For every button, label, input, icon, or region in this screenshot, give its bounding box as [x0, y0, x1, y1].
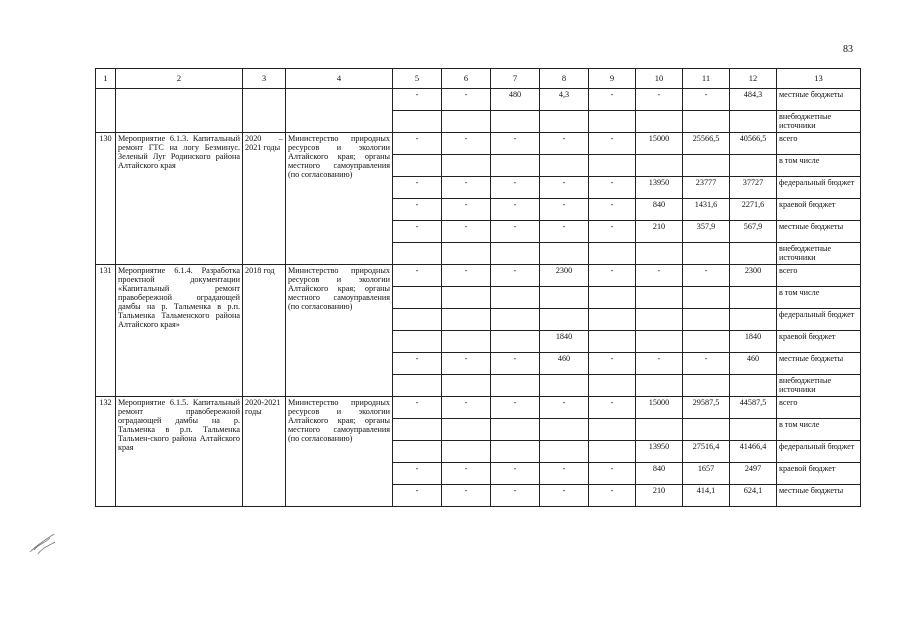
header-cell: 4 [286, 69, 393, 89]
value-cell: - [540, 177, 589, 199]
value-cell: - [589, 397, 636, 419]
value-cell [683, 155, 730, 177]
value-cell: 2497 [730, 463, 777, 485]
value-cell [540, 155, 589, 177]
value-cell: 460 [540, 353, 589, 375]
value-cell: - [393, 397, 442, 419]
header-cell: 11 [683, 69, 730, 89]
value-cell [683, 287, 730, 309]
value-cell [491, 441, 540, 463]
header-cell: 5 [393, 69, 442, 89]
value-cell: - [491, 485, 540, 507]
value-cell: 2271,6 [730, 199, 777, 221]
value-cell: - [589, 133, 636, 155]
header-cell: 6 [442, 69, 491, 89]
value-cell: 1840 [730, 331, 777, 353]
value-cell: 25566,5 [683, 133, 730, 155]
period: 2018 год [243, 265, 286, 397]
value-cell: - [442, 89, 491, 111]
value-cell [589, 419, 636, 441]
value-cell [589, 331, 636, 353]
value-cell: 1840 [540, 331, 589, 353]
value-cell: - [442, 397, 491, 419]
funding-source: краевой бюджет [777, 463, 861, 485]
period [243, 89, 286, 133]
value-cell [730, 155, 777, 177]
value-cell: - [393, 353, 442, 375]
value-cell [589, 155, 636, 177]
value-cell [540, 375, 589, 397]
value-cell: - [589, 485, 636, 507]
value-cell: - [393, 177, 442, 199]
value-cell: - [491, 353, 540, 375]
value-cell [589, 375, 636, 397]
funding-source: в том числе [777, 419, 861, 441]
header-cell: 7 [491, 69, 540, 89]
value-cell: - [393, 133, 442, 155]
value-cell [393, 287, 442, 309]
header-cell: 2 [116, 69, 243, 89]
value-cell [442, 111, 491, 133]
row-number: 131 [96, 265, 116, 397]
value-cell: 460 [730, 353, 777, 375]
funding-source: всего [777, 133, 861, 155]
value-cell [442, 155, 491, 177]
value-cell: - [636, 265, 683, 287]
value-cell: - [491, 199, 540, 221]
value-cell: - [442, 133, 491, 155]
value-cell: - [540, 133, 589, 155]
measure-name: Мероприятие 6.1.3. Капитальный ремонт ГТС на логу Безминус. Зеленый Луг Родинского района Алтайского края [116, 133, 243, 265]
value-cell [636, 309, 683, 331]
value-cell: - [636, 353, 683, 375]
table-row [96, 89, 861, 111]
value-cell: 40566,5 [730, 133, 777, 155]
value-cell: 29587,5 [683, 397, 730, 419]
executor: Министерство природных ресурсов и экологии Алтайского края; органы местного самоуправления (по согласованию) [286, 133, 393, 265]
value-cell: 44587,5 [730, 397, 777, 419]
value-cell: - [393, 221, 442, 243]
funding-source: внебюджетные источники [777, 375, 861, 397]
value-cell: - [589, 199, 636, 221]
value-cell [442, 287, 491, 309]
value-cell: 357,9 [683, 221, 730, 243]
funding-source: местные бюджеты [777, 89, 861, 111]
value-cell [636, 419, 683, 441]
value-cell [491, 243, 540, 265]
header-cell: 3 [243, 69, 286, 89]
row-number [96, 89, 116, 133]
funding-source: внебюджетные источники [777, 111, 861, 133]
funding-source: федеральный бюджет [777, 441, 861, 463]
value-cell: 414,1 [683, 485, 730, 507]
value-cell: - [442, 221, 491, 243]
executor: Министерство природных ресурсов и экологии Алтайского края; органы местного самоуправления (по согласованию) [286, 265, 393, 397]
period: 2020-2021 годы [243, 397, 286, 507]
value-cell [730, 419, 777, 441]
value-cell [491, 375, 540, 397]
value-cell: 4,3 [540, 89, 589, 111]
value-cell [540, 243, 589, 265]
value-cell [491, 155, 540, 177]
funding-source: всего [777, 397, 861, 419]
value-cell: 23777 [683, 177, 730, 199]
value-cell: - [491, 133, 540, 155]
value-cell: - [683, 353, 730, 375]
value-cell: - [442, 485, 491, 507]
executor: Министерство природных ресурсов и экологии Алтайского края; органы местного самоуправления (по согласованию) [286, 397, 393, 507]
value-cell [393, 375, 442, 397]
value-cell [491, 111, 540, 133]
value-cell [730, 287, 777, 309]
value-cell: 480 [491, 89, 540, 111]
value-cell: 567,9 [730, 221, 777, 243]
value-cell [491, 331, 540, 353]
value-cell [393, 441, 442, 463]
value-cell: - [491, 397, 540, 419]
value-cell: 840 [636, 199, 683, 221]
value-cell: - [636, 89, 683, 111]
value-cell: - [393, 485, 442, 507]
value-cell [589, 309, 636, 331]
value-cell: 840 [636, 463, 683, 485]
value-cell: - [491, 221, 540, 243]
value-cell [730, 111, 777, 133]
value-cell: 13950 [636, 177, 683, 199]
value-cell [442, 441, 491, 463]
value-cell: - [589, 89, 636, 111]
value-cell: - [442, 463, 491, 485]
value-cell: 1657 [683, 463, 730, 485]
value-cell [589, 111, 636, 133]
value-cell [442, 243, 491, 265]
period: 2020 – 2021 годы [243, 133, 286, 265]
funding-source: в том числе [777, 155, 861, 177]
page-number: 83 [843, 44, 853, 55]
value-cell [442, 375, 491, 397]
value-cell [636, 111, 683, 133]
value-cell: - [589, 177, 636, 199]
value-cell [589, 243, 636, 265]
value-cell [442, 419, 491, 441]
value-cell: - [589, 221, 636, 243]
value-cell [491, 419, 540, 441]
row-number: 132 [96, 397, 116, 507]
value-cell [636, 243, 683, 265]
value-cell: - [393, 199, 442, 221]
row-number: 130 [96, 133, 116, 265]
value-cell [393, 331, 442, 353]
value-cell: - [393, 463, 442, 485]
value-cell: - [491, 463, 540, 485]
value-cell: - [442, 177, 491, 199]
value-cell: - [442, 265, 491, 287]
value-cell [393, 419, 442, 441]
value-cell: 41466,4 [730, 441, 777, 463]
funding-source: местные бюджеты [777, 221, 861, 243]
value-cell: - [589, 463, 636, 485]
value-cell: - [540, 199, 589, 221]
table-row [96, 133, 861, 155]
value-cell: 624,1 [730, 485, 777, 507]
measure-name: Мероприятие 6.1.4. Разработка проектной документации «Капитальный ремонт правобережной оградающей дамбы на р. Тальменка в р.п. Тальменка Тальменского района Алтайского края» [116, 265, 243, 397]
value-cell: - [393, 265, 442, 287]
value-cell [683, 419, 730, 441]
value-cell [636, 155, 683, 177]
value-cell [540, 111, 589, 133]
value-cell [636, 375, 683, 397]
value-cell [442, 309, 491, 331]
handwritten-mark [28, 530, 58, 556]
funding-source: федеральный бюджет [777, 309, 861, 331]
value-cell: - [683, 89, 730, 111]
funding-source: местные бюджеты [777, 485, 861, 507]
value-cell: 15000 [636, 133, 683, 155]
value-cell: 1431,6 [683, 199, 730, 221]
value-cell [393, 111, 442, 133]
header-cell: 9 [589, 69, 636, 89]
value-cell [442, 331, 491, 353]
value-cell: - [540, 221, 589, 243]
value-cell: - [589, 265, 636, 287]
value-cell: - [683, 265, 730, 287]
value-cell [393, 155, 442, 177]
table-row [96, 265, 861, 287]
value-cell: - [589, 353, 636, 375]
header-cell: 8 [540, 69, 589, 89]
value-cell: - [540, 485, 589, 507]
value-cell [683, 375, 730, 397]
value-cell: 484,3 [730, 89, 777, 111]
value-cell: - [491, 265, 540, 287]
value-cell: - [540, 463, 589, 485]
funding-source: в том числе [777, 287, 861, 309]
table-row [96, 397, 861, 419]
value-cell: 27516,4 [683, 441, 730, 463]
measure-name [116, 89, 243, 133]
value-cell [683, 309, 730, 331]
header-cell: 1 [96, 69, 116, 89]
value-cell: 37727 [730, 177, 777, 199]
value-cell [393, 243, 442, 265]
funding-source: внебюджетные источники [777, 243, 861, 265]
value-cell: 2300 [540, 265, 589, 287]
value-cell [589, 287, 636, 309]
value-cell: - [442, 353, 491, 375]
value-cell: - [393, 89, 442, 111]
value-cell [730, 309, 777, 331]
value-cell [683, 243, 730, 265]
value-cell [491, 309, 540, 331]
budget-table [95, 68, 861, 507]
funding-source: краевой бюджет [777, 331, 861, 353]
value-cell: - [491, 177, 540, 199]
value-cell: 2300 [730, 265, 777, 287]
value-cell [730, 375, 777, 397]
value-cell: - [442, 199, 491, 221]
value-cell [540, 287, 589, 309]
value-cell: 210 [636, 485, 683, 507]
funding-source: местные бюджеты [777, 353, 861, 375]
value-cell [540, 419, 589, 441]
executor [286, 89, 393, 133]
funding-source: краевой бюджет [777, 199, 861, 221]
value-cell [683, 111, 730, 133]
value-cell: 15000 [636, 397, 683, 419]
value-cell [540, 441, 589, 463]
value-cell [683, 331, 730, 353]
value-cell [491, 287, 540, 309]
value-cell [589, 441, 636, 463]
value-cell: - [540, 397, 589, 419]
header-row [96, 69, 861, 89]
funding-source: всего [777, 265, 861, 287]
value-cell [540, 309, 589, 331]
value-cell [730, 243, 777, 265]
value-cell: 210 [636, 221, 683, 243]
value-cell [393, 309, 442, 331]
value-cell [636, 331, 683, 353]
value-cell: 13950 [636, 441, 683, 463]
header-cell: 13 [777, 69, 861, 89]
value-cell [636, 287, 683, 309]
funding-source: федеральный бюджет [777, 177, 861, 199]
header-cell: 10 [636, 69, 683, 89]
header-cell: 12 [730, 69, 777, 89]
measure-name: Мероприятие 6.1.5. Капитальный ремонт правобережной оградающей дамбы на р. Тальменка в р.п. Тальменка Тальмен-ского района Алтайского края [116, 397, 243, 507]
